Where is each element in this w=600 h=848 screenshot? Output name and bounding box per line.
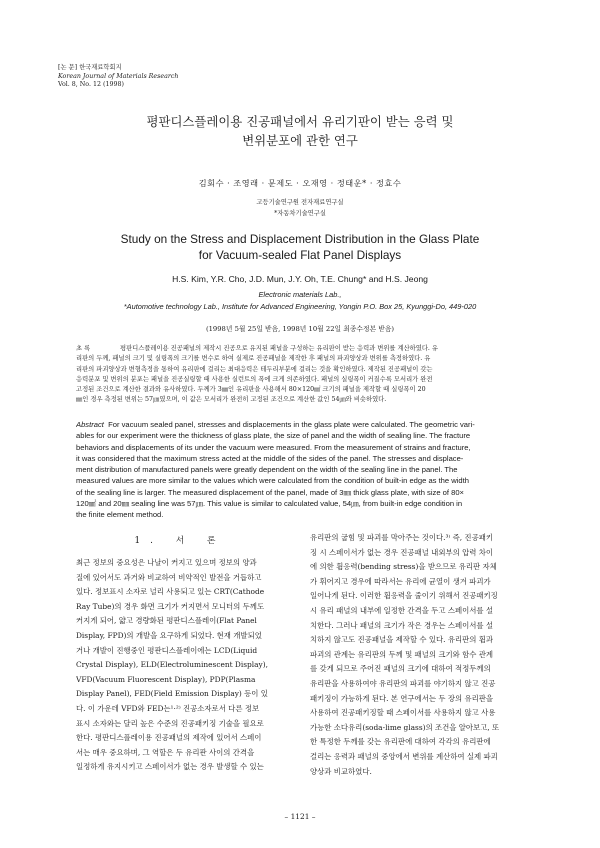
body-line: VFD(Vacuum Fluorescent Display), PDP(Plasma [76,674,256,684]
body-line: 커지게 되어, 얇고 경량화된 평판디스플레이(Flat Panel [76,616,257,626]
affiliation-english-2: *Automotive technology Lab., Institute for Advanced Engineering, Yongin P.O. Box 25, Kyunggi-Do, 449-020 [123,302,477,311]
page-number: – 1121 – [284,812,316,821]
body-line: 유리판의 굽힘 및 파괴를 막아주는 것이다.³⁾ 즉, 진공패키 [310,533,493,542]
journal-name-kor: [논 문] 한국재료학회지 [58,64,122,71]
body-line: Display, FPD)의 개발을 요구하게 되었다. 현재 개발되었 [76,630,262,640]
abstract-english-line: it was considered that the maximum stress acted at the middle of the sides of the panel. The stresses and displace- [76,453,464,463]
body-line: Crystal Display), ELD(Electroluminescent Display), [76,660,268,670]
abstract-korean-text: 평판디스플레이용 진공패널의 제작시 진공으로 유지된 패널을 구성하는 유리판이 받는 응력과 변위를 계산하였다. 유 [120,345,438,352]
body-line: 시 유리 패널의 내부에 일정한 간격을 두고 스페이서를 설 [310,605,494,615]
body-line: 서는 매우 중요하며, 그 역할은 두 유리판 사이의 간격을 [76,747,255,757]
abstract-english-text: For vacuum sealed panel, stresses and displacements in the glass plate were calculated. The geometric vari- [108,420,475,429]
body-line: 거나 개발이 진행중인 평판디스플레이에는 LCD(Liquid [76,645,258,655]
title-english-line-2: for Vacuum-sealed Flat Panel Displays [198,248,402,262]
body-line: 패키징이 가능하게 된다. 본 연구에서는 두 장의 유리판을 [310,693,494,703]
body-line: 치하지 않고도 진공패널을 제작할 수 있다. 유리판의 휨과 [310,635,494,645]
body-line: 일어나게 된다. 이러한 휨응력을 줄이기 위해서 진공패키징 [310,591,498,601]
authors-korean: 김회수 · 조영래 · 문제도 · 오재영 · 정태운* · 정효수 [198,178,402,188]
abstract-korean-line: 리판의 두께, 패널의 크기 및 실링폭의 크기를 변수로 하여 실제로 진공패널을 제작한 후 패널의 파괴양상과 변위를 측정하였다. 유 [76,355,431,363]
received-dates: (1998년 5월 25일 받음, 1998년 10월 22일 최종수정본 받음) [205,325,395,333]
abstract-english-line: ment distribution of manufactured panels were greatly dependent on the width of the sealing line in the panel. The [76,465,458,475]
body-column-right [310,531,524,779]
abstract-english-line: ables for our experiment were the thickness of glass plate, the size of panel and the width of sealing line. The fracture [76,431,471,441]
abstract-english-line: behaviors and displacements of its under the vacuum were measured. From the measurement of strains and fracture, [76,442,471,452]
section-heading-introduction: 1. 서 론 [134,536,226,546]
title-korean-line-2: 변위분포에 관한 연구 [242,133,358,148]
abstract-english-line: measured values are more similar to the values which were calculated from the condition of built-in edge as the width [76,476,469,486]
body-line: 파괴의 관계는 유리판의 두께 및 패널의 크기와 함수 관계 [310,649,494,659]
affiliation-korean-2: *자동차기술연구실 [274,210,326,217]
body-line: 다. 이 가운데 VFD와 FED는¹·²⁾ 진공소자로서 다른 정보 [76,703,260,713]
affiliation-english-1: Electronic materials Lab., [258,290,342,299]
body-line: 가 휘어지고 경우에 따라서는 유리에 균열이 생겨 파괴가 [310,576,491,586]
body-line: 사용하여 진공패키징할 때 스페이서를 사용하지 않고 사용 [310,708,496,718]
body-line: 양상과 비교하였다. [310,766,372,776]
body-line: 걸리는 응력과 패널의 중앙에서 변위를 계산하여 실제 파괴 [310,751,498,761]
body-line: 있다. 정보표시 소자로 널리 사용되고 있는 CRT(Cathode [76,587,265,597]
title-english-line-1: Study on the Stress and Displacement Distribution in the Glass Plate [120,232,480,246]
abstract-english-line: the finite element method. [76,510,164,520]
body-line: Display Panel), FED(Field Emission Display) 등이 있 [76,689,268,699]
body-line: 를 갖게 되므로 주어진 패널의 크기에 대하여 적정두께의 [310,664,491,674]
abstract-korean [76,344,524,406]
abstract-english-line [76,419,524,430]
journal-volume: Vol. 8, No. 12 (1998) [58,81,124,89]
body-line: 유리판을 사용하여야 유리판의 파괴를 야기하지 않고 진공 [310,678,496,688]
affiliation-korean-1: 고등기술연구원 전자재료연구실 [256,199,344,206]
body-line: 표시 소자와는 달리 높은 수준의 진공패키징 기술을 필요로 [76,718,264,728]
abstract-korean-label: 초 록 [76,345,91,352]
body-column-left [76,556,290,775]
body-line: 한 특정한 두께를 갖는 유리판에 대하여 각각의 유리판에 [310,737,491,747]
abstract-english-line: of the sealing line is larger. The measured displacement of the panel, made of 3㎜ thick glass plate, with size of 80× [76,487,464,497]
abstract-english [76,419,524,521]
abstract-korean-line: 리판의 파괴양상과 변형측정을 통하여 유리판에 걸리는 최대응력은 테두리부분에 걸리는 것을 확인하였다. 제작된 진공패널이 갖는 [76,365,433,373]
body-line: 최근 정보의 중요성은 나날이 커지고 있으며 정보의 양과 [76,558,257,567]
journal-name-eng: Korean Journal of Materials Research [58,72,179,80]
authors-english: H.S. Kim, Y.R. Cho, J.D. Mun, J.Y. Oh, T.E. Chung* and H.S. Jeong [172,274,428,284]
body-line: 징 시 스페이서가 없는 경우 진공패널 내외부의 압력 차이 [310,547,494,557]
body-line: 에 의한 휨응력(bending stress)을 받으므로 유리판 자체 [310,562,497,572]
body-line: Ray Tube)의 경우 화면 크기가 커지면서 모니터의 두께도 [76,601,265,611]
journal-header [58,64,178,90]
body-line: 가능한 소다유리(soda-lime glass)의 조건을 알아보고, 또 [310,722,500,732]
body-line: 일정하게 유지시키고 스페이서가 없는 경우 발생할 수 있는 [76,762,264,772]
body-line: 질에 있어서도 과거와 비교하여 비약적인 발전을 거듭하고 [76,572,262,582]
title-korean-line-1: 평판디스플레이용 진공패널에서 유리기판이 받는 응력 및 [146,114,454,129]
abstract-korean-line [76,344,524,354]
body-line: 치한다. 그러나 패널의 크기가 작은 경우는 스페이서를 설 [310,620,494,630]
abstract-korean-line: 고정된 조건으로 계산한 결과와 유사하였다. 두께가 3㎜인 유리판을 사용해서 80×120㎟ 크기의 패널을 제작할 때 실링폭이 20 [76,386,426,394]
abstract-korean-line: ㎜인 경우 측정된 변위는 57㎛였으며, 이 값은 모서리가 완전히 고정된 조건으로 계산한 값인 54㎛와 비슷하였다. [76,396,387,404]
abstract-english-label: Abstract [76,420,104,429]
abstract-korean-line: 응력분포 및 변위의 분포는 패널을 진공실링할 때 사용한 실런트의 폭에 크게 의존하였다. 패널의 실링폭이 커질수록 모서리가 완전 [76,375,433,383]
abstract-english-line: 120㎟ and 20㎜ sealing line was 57㎛. This value is similar to calculated value, 54㎛, from built-in edge condition in [76,499,463,509]
body-line: 한다. 평판디스플레이용 진공패널의 제작에 있어서 스페이 [76,733,262,743]
